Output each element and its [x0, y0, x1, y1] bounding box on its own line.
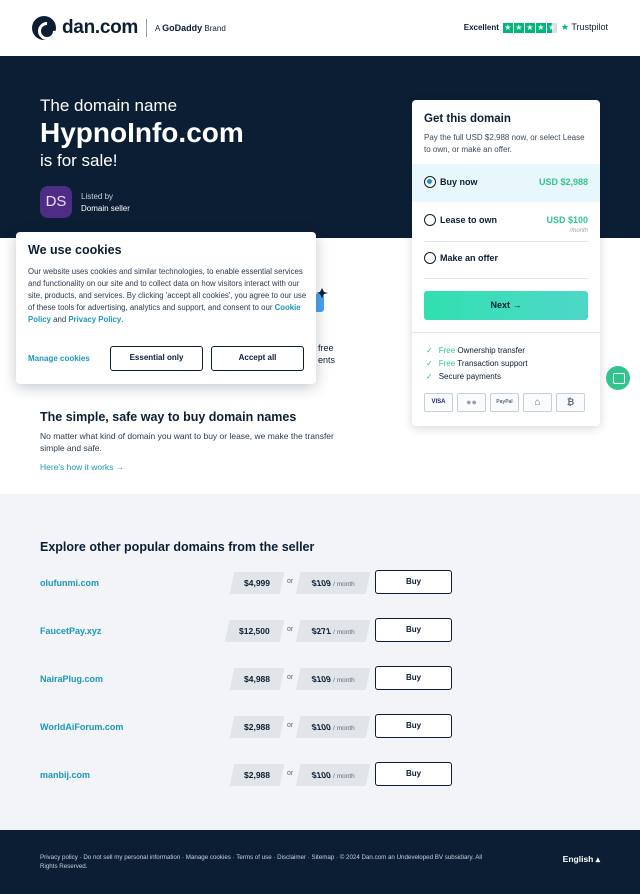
radio-selected[interactable]	[424, 176, 436, 188]
radio-unselected[interactable]	[424, 252, 436, 264]
logo-divider	[146, 19, 147, 37]
godaddy-brand: A GoDaddy Brand	[155, 23, 226, 33]
domain-price: $12,500	[225, 620, 284, 642]
domain-lease-price: $100 / month	[296, 716, 371, 738]
arrow-right-icon: →	[512, 300, 522, 310]
option-make-offer[interactable]	[412, 240, 600, 278]
buy-button[interactable]: Buy	[375, 714, 452, 738]
seller-name: Domain seller	[81, 204, 130, 213]
domain-link[interactable]: WorldAiForum.com	[40, 722, 124, 732]
check-icon: ✓	[426, 346, 433, 355]
chat-icon[interactable]	[606, 366, 630, 390]
domain-lease-price: $109 / month	[296, 668, 371, 690]
essential-only-button[interactable]: Essential only	[110, 346, 203, 371]
cookie-policy-link[interactable]: Cookie Policy	[28, 303, 301, 324]
option-price: USD $100	[546, 215, 588, 225]
benefit-transaction-support: ✓ Free Transaction support	[426, 359, 528, 368]
next-button[interactable]: Next →	[424, 291, 588, 320]
or-label: or	[287, 626, 294, 633]
domain-link[interactable]: NairaPlug.com	[40, 674, 104, 684]
logo-text: dan.com	[62, 17, 139, 38]
buy-button[interactable]: Buy	[375, 666, 452, 690]
site-header	[0, 0, 640, 56]
or-label: or	[287, 722, 294, 729]
star-icon: ★	[537, 22, 545, 32]
mastercard-icon: ●●	[457, 393, 486, 412]
domain-link[interactable]: manbij.com	[40, 770, 91, 780]
how-it-works-link[interactable]: Here's how it works →	[40, 462, 125, 472]
feature-text-partial: free ents	[318, 343, 336, 365]
benefit-ownership-transfer: ✓ Free Ownership transfer	[426, 346, 525, 355]
card-description: Pay the full USD $2,988 now, or select Lease to own, or make an offer.	[424, 133, 585, 154]
buy-button[interactable]: Buy	[375, 762, 452, 786]
domain-title: HypnoInfo.com	[40, 117, 244, 148]
trustpilot-logo: ★ Trustpilot	[560, 22, 608, 32]
domain-price: $2,988	[230, 716, 285, 738]
or-label: or	[287, 674, 294, 681]
domain-row	[0, 714, 640, 740]
option-label: Buy now	[440, 177, 478, 187]
domain-row	[0, 618, 640, 644]
star-icon: ★	[504, 22, 512, 32]
check-icon: ✓	[426, 372, 433, 381]
domain-row	[0, 762, 640, 788]
hero-pretext: The domain name	[40, 96, 178, 115]
domain-price: $4,999	[230, 572, 285, 594]
option-price-period: /month	[569, 228, 588, 234]
option-buy-now[interactable]	[412, 164, 600, 202]
payment-methods	[424, 393, 585, 412]
card-divider	[412, 332, 600, 333]
domain-link[interactable]: FaucetPay.xyz	[40, 626, 102, 636]
star-icon: ★	[526, 22, 534, 32]
trustpilot-stars	[503, 23, 557, 33]
cookie-title: We use cookies	[28, 243, 122, 257]
trustpilot-label: Excellent	[463, 23, 499, 32]
hero-posttext: is for sale!	[40, 151, 118, 170]
domain-price: $2,988	[230, 764, 285, 786]
or-label: or	[287, 770, 294, 777]
cookie-consent-dialog	[16, 232, 316, 384]
safe-way-heading: The simple, safe way to buy domain names	[40, 410, 297, 424]
site-footer	[0, 830, 640, 894]
half-star-icon: ★	[548, 22, 556, 32]
privacy-policy-link[interactable]: Privacy Policy	[68, 315, 122, 324]
domain-lease-price: $109 / month	[296, 572, 371, 594]
footer-links[interactable]: Privacy policy · Do not sell my personal information · Manage cookies · Terms of use · Disclaimer · Sitemap · © 2024 Dan.com an Undeveloped BV subsidiary. All Rights Reserved.	[40, 854, 483, 870]
domain-price: $4,988	[230, 668, 285, 690]
domain-row	[0, 570, 640, 596]
buy-button[interactable]: Buy	[375, 570, 452, 594]
domain-lease-price: $100 / month	[296, 764, 371, 786]
option-divider	[424, 278, 588, 279]
buy-button[interactable]: Buy	[375, 618, 452, 642]
explore-section	[0, 494, 640, 830]
option-lease-to-own[interactable]	[412, 202, 600, 240]
accept-all-button[interactable]: Accept all	[211, 346, 304, 371]
option-label: Lease to own	[440, 215, 498, 225]
manage-cookies-link[interactable]: Manage cookies	[28, 354, 90, 363]
paypal-icon: PayPal	[490, 393, 519, 412]
listed-by-label: Listed by	[81, 192, 114, 201]
trustpilot-star-icon: ★	[560, 22, 569, 32]
domain-lease-price: $271 / month	[296, 620, 371, 642]
cookie-text: Our website uses cookies and similar technologies, to enable essential services and functionality on our site and to collect data on how visitors interact with our site, products, and services. By clicking 'accept all cookies', you agree to our use of these tools for advertising, analytics and support, and consent to our Cookie Policy and Privacy Policy.	[28, 267, 307, 324]
star-icon: ★	[515, 22, 523, 32]
card-title: Get this domain	[424, 113, 511, 125]
check-icon: ✓	[426, 359, 433, 368]
option-price: USD $2,988	[538, 177, 588, 187]
option-label: Make an offer	[440, 253, 499, 263]
benefit-secure-payments: ✓ Secure payments	[426, 372, 501, 381]
dan-logo-icon	[32, 16, 56, 40]
visa-icon: VISA	[424, 393, 453, 412]
safe-way-description: No matter what kind of domain you want to buy or lease, we make the transfer simple and safe.	[40, 431, 334, 453]
purchase-card	[412, 100, 600, 426]
bank-transfer-icon: ⌂	[523, 393, 552, 412]
domain-link[interactable]: olufunmi.com	[40, 578, 99, 588]
radio-unselected[interactable]	[424, 214, 436, 226]
dan-logo[interactable]	[32, 16, 226, 40]
language-selector[interactable]: English ▴	[562, 854, 600, 864]
domain-row	[0, 666, 640, 692]
seller-avatar: DS	[40, 186, 72, 218]
bitcoin-icon: ₿	[556, 393, 585, 412]
or-label: or	[287, 578, 294, 585]
explore-title: Explore other popular domains from the seller	[40, 540, 315, 554]
trustpilot-rating[interactable]	[464, 22, 608, 33]
